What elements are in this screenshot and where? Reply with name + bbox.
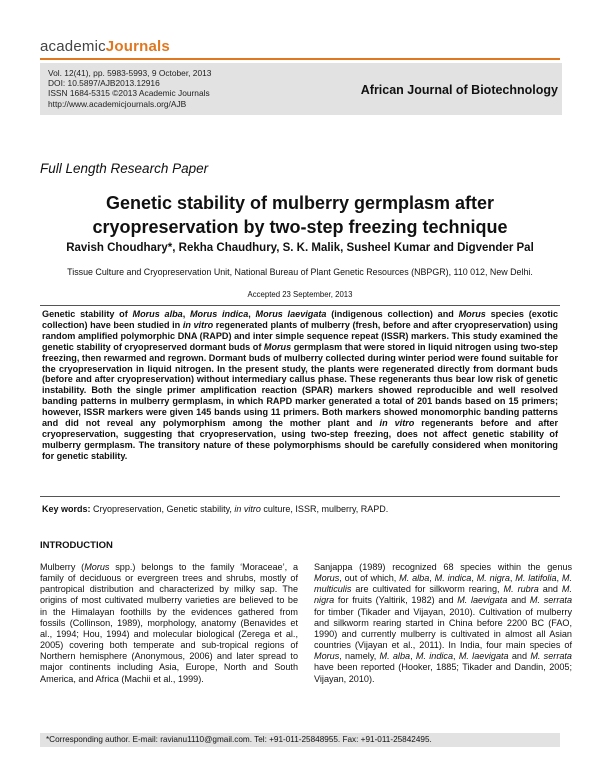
text-run: have been reported (Hooker, 1885; Tikader and Dandin, 2005; Vijayan, 2010).	[314, 662, 572, 684]
text-run: M. multiculis	[314, 573, 573, 595]
logo-part-academic: academic	[40, 38, 106, 55]
text-run: germplasm that were stored in liquid nitrogen using two-step freezing, then rewarmed and regrown. Dormant buds of mulberry collected during winter period were found suitable for the cryopreservation in liquid nitrogen. In the present study, the plants were regenerated directly from dormant buds (before and after cryopreservation) without intermediary callus phase. These regenerants thus bear low risk of genetic instability. Both the single primer amplification reaction (SPAR) markers showed reproducible and well resolved banding patterns in mulberry germplasm, in which RAPD marker generated a total of 201 bands based on 15 primers; however, ISSR markers were given 145 bands using 11 primers. Both markers showed monomorphic banding patterns and did not reveal any polymorphism among the mother plant and	[42, 341, 558, 429]
text-run: ,	[509, 573, 516, 584]
meta-url[interactable]: http://www.academicjournals.org/AJB	[48, 98, 187, 109]
paper-type: Full Length Research Paper	[40, 161, 209, 176]
text-run: ,	[453, 651, 459, 662]
text-run: ,	[429, 573, 435, 584]
journal-logo	[40, 38, 170, 55]
abstract-bottom-rule	[40, 496, 560, 497]
text-run: ,	[556, 573, 562, 584]
text-run: , out of which,	[339, 573, 400, 584]
text-run: culture, ISSR, mulberry, RAPD.	[260, 504, 389, 514]
paper-title: Genetic stability of mulberry germplasm after cryopreservation by two-step freezing technique	[92, 193, 508, 237]
text-run: in vitro	[182, 319, 214, 330]
text-run: Morus alba	[132, 309, 183, 319]
accepted-date: Accepted 23 September, 2013	[247, 290, 353, 299]
text-run: and	[507, 595, 530, 606]
text-run: (indigenous collection) and	[326, 309, 459, 319]
text-run: M. laevigata	[457, 595, 508, 606]
intro-right-column	[314, 562, 572, 685]
text-run: Sanjappa (1989) recognized 68 species within the genus	[314, 562, 572, 572]
abstract-top-rule	[40, 305, 560, 306]
text-run: Morus	[314, 651, 340, 662]
meta-doi: DOI: 10.5897/AJB2013.12916	[48, 78, 160, 89]
text-run: Morus	[263, 341, 292, 352]
text-run: Mulberry (	[40, 562, 85, 572]
citation-meta	[48, 68, 211, 109]
corresponding-author-footnote: *Corresponding author. E-mail: ravianu1110@gmail.com. Tel: +91-011-25848955. Fax: +91-011-25842495.	[40, 733, 560, 747]
text-run: M. serrata	[530, 651, 572, 662]
text-run: in vitro	[379, 418, 415, 429]
text-run: ,	[248, 309, 256, 319]
text-run: are cultivated for silkworm rearing,	[351, 584, 504, 595]
text-run: Morus indica	[189, 309, 249, 319]
text-run: ,	[471, 573, 477, 584]
text-run: ,	[182, 309, 190, 319]
text-run: M. alba	[379, 651, 411, 662]
text-run: M. nigra	[314, 584, 573, 606]
abstract	[42, 309, 558, 462]
text-run: M. rubra	[503, 584, 539, 595]
text-run: regenerants before and after cryopreservation, suggesting that cryopreservation, using two-step freezing, does not affect genetic stability of mulberry germplasm. The transitory nature of these polymorphisms should be carefully considered when monitoring for genetic stability.	[42, 418, 558, 461]
text-run: M. indica	[434, 573, 472, 584]
text-run: M. laevigata	[458, 651, 509, 662]
text-run: M. indica	[415, 651, 454, 662]
text-run: species (exotic collection) have been studied in	[42, 309, 558, 330]
text-run: for fruits (Yaltirik, 1982) and	[334, 595, 458, 606]
logo-part-journals: Journals	[105, 38, 170, 55]
text-run: for timber (Tikader and Vijayan, 2010). Cultivation of mulberry and silkworm rearing started in China before 2200 BC (FAO, 1990) and currently mulberry is cultivated in almost all Asian countries (Vijayan et al., 2011). In India, four main species of	[314, 606, 572, 651]
section-heading-introduction: INTRODUCTION	[40, 540, 113, 551]
text-run: Morus laevigata	[255, 309, 327, 319]
journal-header-box	[40, 63, 562, 115]
text-run: and	[508, 651, 531, 662]
meta-issn: ISSN 1684-5315 ©2013 Academic Journals	[48, 88, 210, 99]
author-list: Ravish Choudhary*, Rekha Chaudhury, S. K. Malik, Susheel Kumar and Digvender Pal	[66, 242, 534, 254]
text-run: in vitro	[234, 504, 261, 514]
text-run: , namely,	[339, 651, 380, 662]
text-run: Genetic stability of	[42, 309, 133, 319]
text-run: and	[538, 584, 562, 595]
text-run: spp.) belongs to the family ‘Moraceae’, a family of deciduous or evergreen trees and shrubs, mostly of pantropical distribution and characterized by milky sap. The origins of most cultivated mulberry varieties are believed to be in the Himalayan foothills by the evidences gathered from fossils (Collinson, 1989), morphology, anatomy (Benavides et al., 1994; Hou, 1994) and molecular biological (Zerega et al., 2005) covering both temperate and sub-tropical regions of Northern hemisphere (Anonymous, 2006) and later spread to major continents including Asia, Europe, North and South America, and Africa (Machii et al., 1999).	[40, 562, 298, 684]
text-run: Morus	[84, 562, 110, 572]
keywords	[42, 503, 562, 515]
text-run: regenerated plants of mulberry (fresh, before and after cryopreservation) using random amplified polymorphic DNA (RAPD) and inter simple sequence repeat (ISSR) markers. This study examined the genetic stability of cryopreserved dormant buds of	[42, 319, 558, 352]
meta-volume: Vol. 12(41), pp. 5983-5993, 9 October, 2013	[48, 68, 212, 78]
text-run: M. alba	[399, 573, 430, 584]
journal-name: African Journal of Biotechnology	[360, 83, 558, 97]
text-run: M. latifolia	[515, 573, 557, 584]
text-run: ,	[410, 651, 416, 662]
text-run: M. serrata	[529, 595, 573, 606]
text-run: M. nigra	[476, 573, 510, 584]
affiliation: Tissue Culture and Cryopreservation Unit, National Bureau of Plant Genetic Resources (NBPGR), 110 012, New Delhi.	[67, 267, 533, 277]
text-run: Morus	[458, 309, 486, 319]
text-run: Morus	[314, 573, 340, 584]
keywords-label: Key words:	[42, 504, 91, 514]
text-run: Cryopreservation, Genetic stability,	[90, 504, 235, 514]
intro-left-column	[40, 562, 298, 685]
logo-underline	[40, 58, 560, 60]
